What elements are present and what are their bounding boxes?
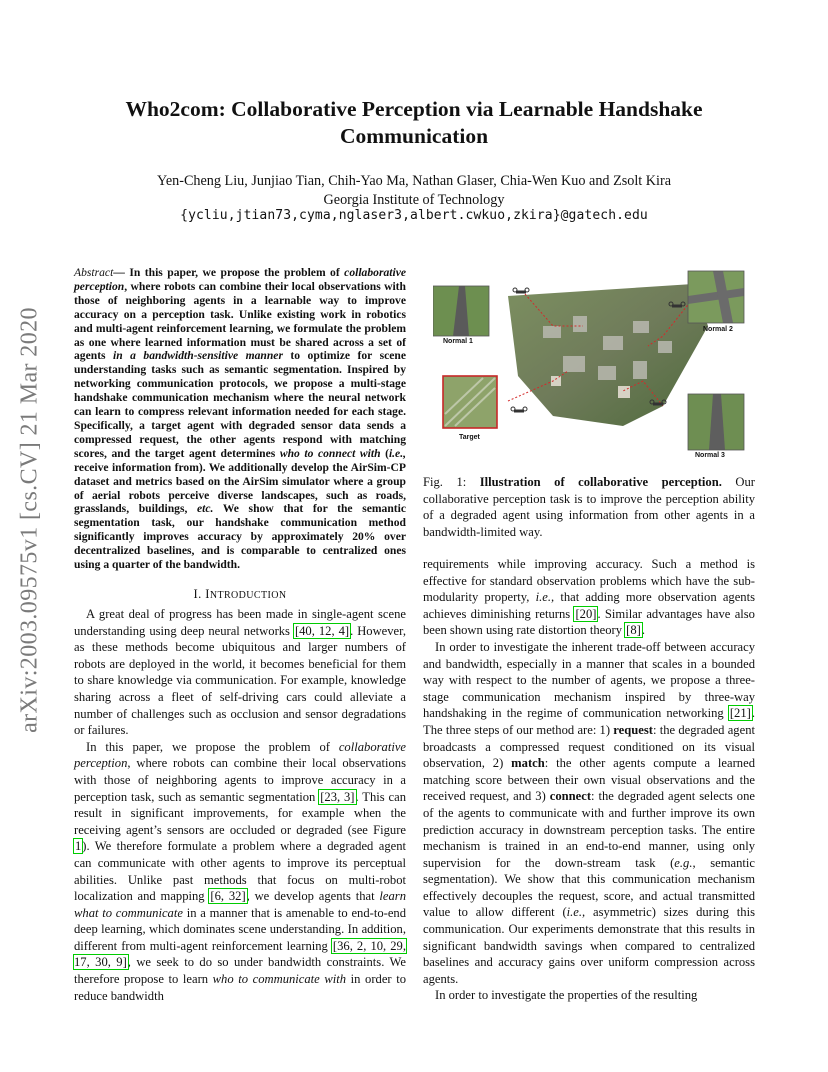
normal-2-view [688,271,744,323]
arxiv-identifier: arXiv:2003.09575v1 [cs.CV] 21 Mar 2020 [16,307,43,733]
normal-1-view [433,286,489,336]
intro-left-column [74,606,406,1004]
target-view [443,376,497,428]
section-number: I. [193,587,202,601]
section-heading-introduction [74,587,406,602]
intro-paragraph-4: In order to investigate the properties of the resulting [435,988,698,1003]
citation-link[interactable]: [36, 2, 10, 29, 17, 30, 9] [74,938,407,970]
citation-link[interactable]: [21] [729,706,751,721]
collaborative-perception-illustration [433,266,747,466]
author-block [0,172,828,210]
intro-paragraph-2: In this paper, we propose the problem of collaborative perception, where robots can combine their local observations with those of neighboring agents to improve accuracy in a perception task, such as semantic segmentation [23, 3]. This can result in significant improvements, for example when the receiving agent’s sensors are occluded or degraded (see Figure 1). We therefore formulate a problem where a degraded agent can communicate with other agents to improve its perceptual abilities. Unlike past methods that focus on multi-robot localization and mapping [6, 32], we develop agents that learn what to communicate in a manner that is amenable to end-to-end deep learning, which dominates scene understanding. In addition, different from multi-agent reinforcement learning [36, 2, 10, 29, 17, 30, 9], we seek to do so under bandwidth constraints. We therefore propose to learn who to communicate with in order to reduce bandwidth [74,739,407,1003]
normal-3-view [688,394,744,450]
figure-1-caption [423,474,755,540]
citation-link[interactable]: [40, 12, 4] [294,623,350,638]
emails: {ycliu,jtian73,cyma,nglaser3,albert.cwkuo,zkira}@gatech.edu [180,208,648,223]
normal-3-label: Normal 3 [695,452,725,459]
affiliation: Georgia Institute of Technology [323,192,505,208]
normal-2-label: Normal 2 [703,326,733,333]
caption-text: Our collaborative perception task is to improve the perception ability of a degraded agent using information from other agents in a bandwidth-limited way. [423,475,755,539]
caption-label: Fig. 1: [423,475,467,489]
arxiv-sidebar [10,270,50,770]
citation-link[interactable]: [20] [575,606,597,621]
citation-link[interactable]: [8] [626,623,641,638]
abstract-label: Abstract [74,266,114,279]
title-line-1: Who2com: Collaborative Perception via Learnable Handshake [125,97,703,121]
abstract: Abstract— In this paper, we propose the problem of collaborative perception, where robots can combine their local observations with those of neighboring agents in a learnable way to improve accuracy on a perception task. Unlike existing work in robotics and multi-agent reinforcement learning, we formulate the problem as one where learned information must be shared across a set of agents in a bandwidth-sensitive manner to optimize for scene understanding tasks such as semantic segmentation. Inspired by networking communication protocols, we propose a multi-stage handshake communication mechanism where the neural network can learn to compress relevant information needed for each stage. Specifically, a target agent with degraded sensor data sends a compressed request, the other agents respond with matching scores, and the target agent determines who to connect with (i.e., receive information from). We additionally develop the AirSim-CP dataset and metrics based on the AirSim simulator where a group of aerial robots perceive diverse landscapes, such as roads, grasslands, buildings, etc. We show that for the semantic segmentation task, our handshake communication method significantly improves accuracy by approximately 20% over decentralized baselines, and is comparable to centralized ones using a quarter of the bandwidth. [74,266,406,572]
figure-link[interactable]: 1 [75,839,82,854]
caption-title: Illustration of collaborative perception. [479,475,722,489]
paper-title [0,96,828,150]
authors: Yen-Cheng Liu, Junjiao Tian, Chih-Yao Ma, Nathan Glaser, Chia-Wen Kuo and Zsolt Kira [157,173,671,189]
section-title: INTRODUCTION [205,587,287,601]
normal-1-label: Normal 1 [443,338,473,345]
citation-link[interactable]: [6, 32] [210,889,246,904]
figure-1 [433,266,747,466]
target-label: Target [459,434,480,441]
title-line-2: Communication [339,124,489,148]
intro-paragraph-1: A great deal of progress has been made in single-agent scene understanding using deep neural networks [40, 12, 4]. However, as these methods become ubiquitous and larger numbers of robots are deployed in the world, it becomes beneficial for them to share knowledge via communication. For example, knowledge sharing across a fleet of self-driving cars could alleviate a number of challenges such as occlusion and sensor degradations or failures. [74,607,406,738]
intro-right-column [423,556,755,1004]
citation-link[interactable]: [23, 3] [320,789,355,804]
intro-paragraph-3: In order to investigate the inherent trade-off between accuracy and bandwidth, especially in a manner that scales in a bounded way with respect to the number of agents, we propose a three-stage communication mechanism inspired by three-way handshaking in the regime of communication networking [21]. The three steps of our method are: 1) request: the degraded agent broadcasts a compressed request conditioned on its visual observation, 2) match: the other agents compute a learned matching score between their own visual observations and the received request, and 3) connect: the degraded agent selects one of the agents to communicate with and further improve its own prediction accuracy in downstream perception tasks. The entire mechanism is trained in an end-to-end manner, using only supervision for the down-stream task (e.g., semantic segmentation). We show that this communication mechanism effectively decouples the request, score, and actual transmitted value to allow different (i.e., asymmetric) sizes during this communication. Our experiments demonstrate that this results in significant bandwidth savings when compared to centralized baselines and accuracy gains over uniform compression across agents. [423,639,755,986]
intro-paragraph-2-continued: requirements while improving accuracy. Such a method is effective for standard observation problems which have the sub-modularity property, i.e., that adding more observation agents achieves diminishing returns [20]. Similar advantages have also been shown using rate distortion theory [8]. [423,557,755,638]
